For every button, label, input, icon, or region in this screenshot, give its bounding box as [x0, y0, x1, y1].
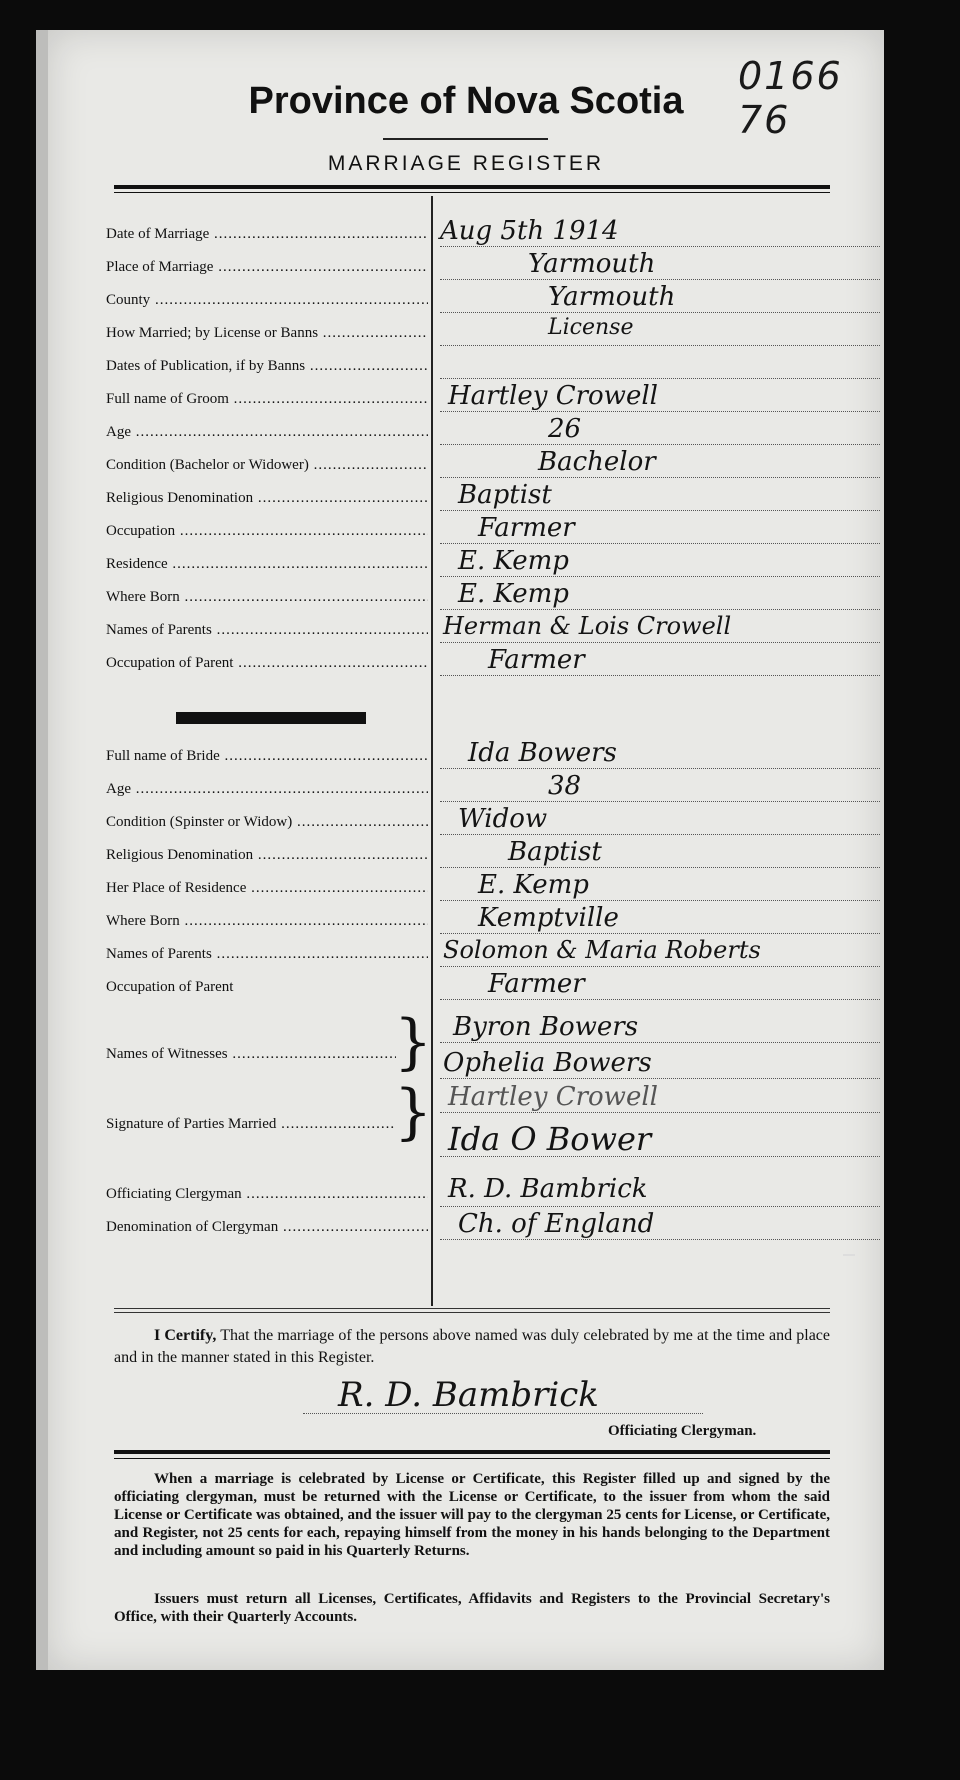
- bride-residence-label: Her Place of Residence .....: [106, 880, 428, 897]
- section-separator: [176, 712, 366, 724]
- entry-line: [440, 834, 880, 835]
- entry-line: [440, 312, 880, 313]
- bride-name-label: Full name of Bride .....: [106, 748, 428, 765]
- signatures-brace: }: [394, 1077, 433, 1147]
- certification-statement: [114, 1325, 830, 1369]
- entry-line: [440, 1206, 880, 1207]
- bride-age-label: Age .....: [106, 781, 428, 798]
- county-value: Yarmouth: [548, 282, 676, 312]
- groom-religion-label: Religious Denomination .....: [106, 490, 428, 507]
- bride-signature: Ida O Bower: [448, 1120, 652, 1158]
- clergy-denomination-label: Denomination of Clergyman .....: [106, 1219, 428, 1236]
- bride-residence-value: E. Kemp: [478, 870, 589, 900]
- entry-line: [440, 543, 880, 544]
- edge-mark: [843, 1254, 855, 1256]
- certify-text: That the marriage of the persons above named was duly celebrated by me at the time and place and in the manner stated in this Register.: [114, 1327, 831, 1366]
- entry-line: [440, 1239, 880, 1240]
- entry-line: [440, 576, 880, 577]
- groom-age-label: Age .....: [106, 424, 428, 441]
- county-label: County .....: [106, 292, 428, 309]
- bride-parent-occupation-label: Occupation of Parent: [106, 979, 234, 995]
- register-form: [48, 30, 884, 1670]
- groom-parent-occupation-label: Occupation of Parent .....: [106, 655, 428, 672]
- entry-line: [440, 801, 880, 802]
- groom-condition-value: Bachelor: [538, 447, 656, 477]
- groom-parents-label: Names of Parents .....: [106, 622, 428, 639]
- form-title: Province of Nova Scotia: [248, 80, 684, 122]
- bride-parents-value: Solomon & Maria Roberts: [443, 936, 761, 964]
- dates-of-publication-label: Dates of Publication, if by Banns .....: [106, 358, 428, 375]
- groom-residence-value: E. Kemp: [458, 546, 569, 576]
- signatures-label: Signature of Parties Married .....: [106, 1116, 396, 1133]
- entry-line: [440, 1078, 880, 1079]
- entry-line: [440, 642, 880, 643]
- place-of-marriage-value: Yarmouth: [528, 249, 656, 279]
- groom-condition-label: Condition (Bachelor or Widower) .....: [106, 457, 428, 474]
- groom-residence-label: Residence .....: [106, 556, 428, 573]
- groom-occupation-label: Occupation .....: [106, 523, 428, 540]
- bride-birthplace-label: Where Born .....: [106, 913, 428, 930]
- clergyman-signature: R. D. Bambrick: [338, 1375, 599, 1415]
- footer-rule: [114, 1450, 830, 1454]
- how-married-label: How Married; by License or Banns .....: [106, 325, 428, 342]
- groom-signature: Hartley Crowell: [448, 1082, 658, 1112]
- entry-line: [440, 444, 880, 445]
- entry-line: [440, 279, 880, 280]
- groom-birthplace-value: E. Kemp: [458, 579, 569, 609]
- groom-religion-value: Baptist: [458, 480, 552, 510]
- bride-religion-label: Religious Denomination .....: [106, 847, 428, 864]
- witnesses-brace: }: [394, 1007, 433, 1077]
- groom-parents-value: Herman & Lois Crowell: [443, 612, 732, 640]
- title-rule: [383, 138, 548, 140]
- entry-line: [440, 609, 880, 610]
- bride-parent-occupation-value: Farmer: [488, 969, 585, 999]
- entry-line: [440, 1042, 880, 1043]
- groom-occupation-value: Farmer: [478, 513, 575, 543]
- clergyman-value: R. D. Bambrick: [448, 1174, 648, 1204]
- witness-2: Ophelia Bowers: [443, 1048, 652, 1078]
- entry-line: [440, 1156, 880, 1157]
- certify-lead: I Certify,: [154, 1327, 217, 1344]
- license-note: When a marriage is celebrated by License or Certificate, this Register filled up and signed by the officiating clergyman, must be returned with the License or Certificate, to the issuer from whom the said License or Certificate was obtained, and the issuer will pay to the clergyman 25 cents for License, or Certificate, and Register, not 25 cents for each, repaying himself from the money in his hands belonging to the Department and including amount so paid in his Quarterly Returns.: [114, 1471, 830, 1559]
- date-of-marriage-value: Aug 5th 1914: [440, 216, 619, 246]
- groom-age-value: 26: [548, 414, 582, 444]
- issuers-note: Issuers must return all Licenses, Certificates, Affidavits and Registers to the Provincial Secretary's Office, with their Quarterly Accounts.: [114, 1591, 830, 1625]
- entry-line: [440, 246, 880, 247]
- clergyman-label: Officiating Clergyman .....: [106, 1186, 428, 1203]
- entry-line: [440, 966, 880, 967]
- place-of-marriage-label: Place of Marriage .....: [106, 259, 428, 276]
- form-subtitle: MARRIAGE REGISTER: [327, 152, 605, 175]
- header-rule: [114, 185, 830, 189]
- bride-birthplace-value: Kemptville: [478, 903, 619, 933]
- how-married-value: License: [548, 315, 634, 340]
- signature-line: [303, 1413, 703, 1414]
- entry-line: [440, 675, 880, 676]
- witness-1: Byron Bowers: [453, 1012, 639, 1042]
- entry-line: [440, 1112, 880, 1113]
- bride-name-value: Ida Bowers: [468, 738, 617, 768]
- header-rule-thin: [114, 192, 830, 193]
- footer-rule-thin: [114, 1458, 830, 1459]
- entry-line: [440, 411, 880, 412]
- bride-parents-label: Names of Parents .....: [106, 946, 428, 963]
- bride-condition-value: Widow: [458, 804, 548, 834]
- entry-line: [440, 510, 880, 511]
- signature-caption: Officiating Clergyman.: [608, 1423, 757, 1439]
- groom-name-value: Hartley Crowell: [448, 381, 658, 411]
- entry-line: [440, 345, 880, 346]
- certification-rule: [114, 1308, 830, 1309]
- entry-line: [440, 867, 880, 868]
- entry-line: [440, 477, 880, 478]
- entry-line: [440, 768, 880, 769]
- witnesses-label: Names of Witnesses .....: [106, 1046, 396, 1063]
- certification-rule-2: [114, 1312, 830, 1313]
- groom-birthplace-label: Where Born .....: [106, 589, 428, 606]
- entry-line: [440, 900, 880, 901]
- clergy-denomination-value: Ch. of England: [458, 1209, 655, 1239]
- bride-condition-label: Condition (Spinster or Widow) .....: [106, 814, 428, 831]
- entry-line: [440, 933, 880, 934]
- date-of-marriage-label: Date of Marriage .....: [106, 226, 428, 243]
- reference-number: 0166 76: [738, 54, 843, 142]
- groom-parent-occupation-value: Farmer: [488, 645, 585, 675]
- entry-line: [440, 999, 880, 1000]
- groom-name-label: Full name of Groom .....: [106, 391, 428, 408]
- entry-line: [440, 378, 880, 379]
- bride-religion-value: Baptist: [508, 837, 602, 867]
- bride-age-value: 38: [548, 771, 582, 801]
